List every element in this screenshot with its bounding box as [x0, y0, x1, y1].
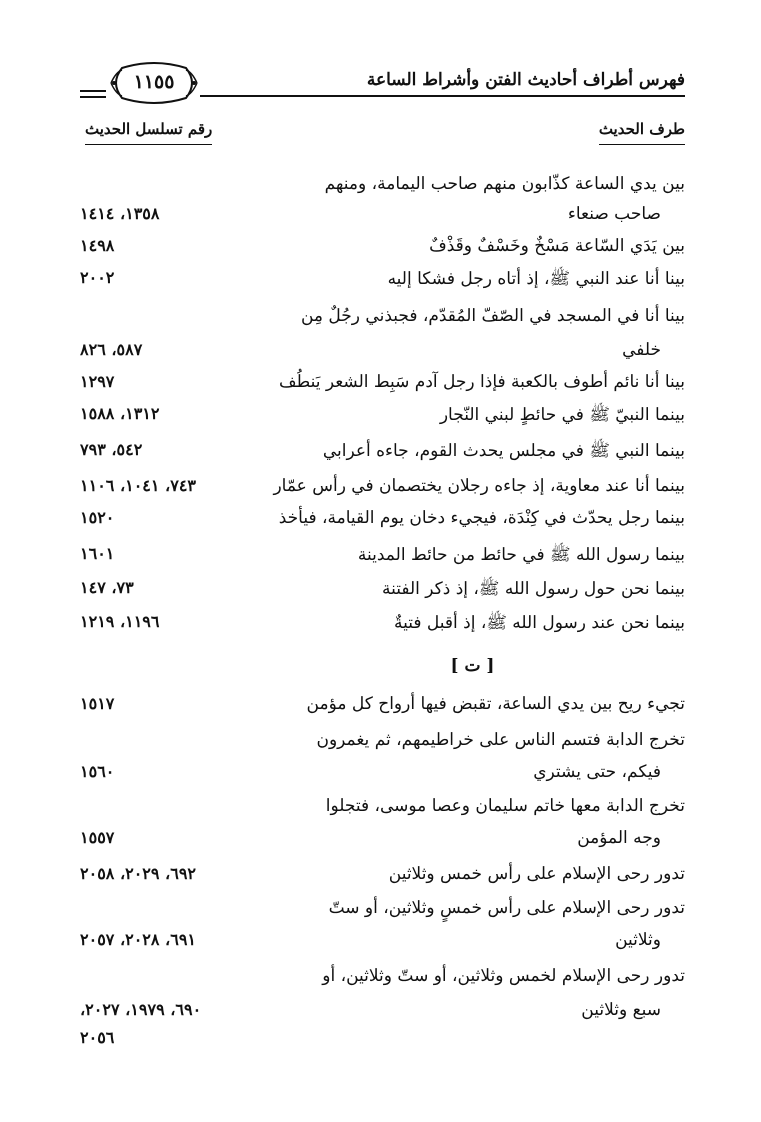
hadith-refs: ١٤٩٨	[80, 236, 115, 255]
hadith-refs: ٥٤٢، ٧٩٣	[80, 440, 143, 459]
hadith-text: بينما النبيّ ﷺ في حائطٍ لبني النّجار	[439, 405, 685, 425]
hadith-text: تخرج الدابة معها خاتم سليمان وعصا موسى، فتجلوا	[325, 796, 685, 816]
hadith-text: تدور رحى الإسلام لخمس وثلاثين، أو ستّ وثلاثين، أو	[322, 966, 685, 986]
hadith-refs: ١٥٦٠	[80, 762, 115, 781]
hadith-refs: ١١٩٦، ١٢١٩	[80, 612, 160, 631]
hadith-refs: ١٢٩٧	[80, 372, 115, 391]
hadith-text: تدور رحى الإسلام على رأس خمسٍ وثلاثين، أو ستّ	[328, 898, 685, 918]
index-line	[80, 730, 685, 760]
hadith-text: وجه المؤمن	[577, 828, 661, 848]
hadith-text: خلفي	[622, 340, 661, 360]
index-line	[80, 204, 685, 234]
section-letter-label: [ ت ]	[450, 656, 495, 676]
index-line	[80, 404, 685, 434]
index-line	[80, 612, 685, 642]
index-line	[80, 306, 685, 336]
hadith-refs: ١٥١٧	[80, 694, 115, 713]
index-line	[80, 828, 685, 858]
hadith-text: بينا أنا في المسجد في الصّفّ المُقدّم، فجبذني رجُلٌ مِن	[300, 306, 685, 326]
index-line	[80, 340, 685, 370]
hadith-text: بينما رجل يحدّث في كِنْدَة، فيجيء دخان يوم القيامة، فيأخذ	[278, 508, 685, 528]
hadith-refs: ٢٠٠٢	[80, 268, 115, 287]
hadith-text: بينا أنا عند النبي ﷺ، إذ أتاه رجل فشكا إليه	[387, 269, 685, 289]
hadith-refs: ١٣١٢، ١٥٨٨	[80, 404, 160, 423]
hadith-text: بينما نحن عند رسول الله ﷺ، إذ أقبل فتيةٌ	[394, 613, 685, 633]
index-line	[80, 762, 685, 792]
page-number: ١١٥٥	[133, 71, 175, 93]
hadith-text: فيكم، حتى يشتري	[533, 762, 661, 782]
index-line	[80, 372, 685, 402]
index-line	[80, 476, 685, 506]
hadith-refs: ١٥٢٠	[80, 508, 115, 527]
hadith-text: بين يدي الساعة كذّابون منهم صاحب اليمامة، ومنهم	[324, 174, 685, 194]
index-line	[80, 174, 685, 204]
section-letter	[80, 656, 685, 676]
hadith-refs: ٢٠٥٦	[80, 1028, 115, 1047]
index-line	[80, 1028, 685, 1058]
page-number-ornament	[108, 62, 200, 104]
hadith-text: بينما أنا عند معاوية، إذ جاءه رجلان يختصمان في رأس عمّار	[273, 476, 685, 496]
index-line	[80, 898, 685, 928]
hadith-text: وثلاثين	[615, 930, 661, 950]
index-line	[80, 966, 685, 996]
index-line	[80, 236, 685, 266]
hadith-refs: ٥٨٧، ٨٢٦	[80, 340, 143, 359]
index-line	[80, 796, 685, 826]
number-column-header: رقم تسلسل الحديث	[85, 120, 212, 145]
index-line	[80, 864, 685, 894]
hadith-text: تخرج الدابة فتسم الناس على خراطيمهم، ثم يغمرون	[316, 730, 685, 750]
index-line	[80, 694, 685, 724]
hadith-text: تجيء ريح بين يدي الساعة، تقبض فيها أرواح كل مؤمن	[306, 694, 685, 714]
index-line	[80, 268, 685, 298]
running-title: فهرس أطراف أحاديث الفتن وأشراط الساعة	[366, 70, 685, 90]
hadith-refs: ١٣٥٨، ١٤١٤	[80, 204, 160, 223]
header-rule	[200, 95, 685, 97]
hadith-text: تدور رحى الإسلام على رأس خمس وثلاثين	[388, 864, 685, 884]
hadith-column-header: طرف الحديث	[599, 120, 685, 145]
hadith-text: بينما نحن حول رسول الله ﷺ، إذ ذكر الفتنة	[382, 579, 685, 599]
hadith-text: بينا أنا نائم أطوف بالكعبة فإذا رجل آدم سَبِط الشعر يَنطُف	[279, 372, 685, 392]
hadith-refs: ٧٣، ١٤٧	[80, 578, 134, 597]
index-line	[80, 508, 685, 538]
index-line	[80, 1000, 685, 1030]
running-header	[80, 62, 685, 108]
header-rule-stub-top	[80, 90, 106, 92]
hadith-refs: ١٥٥٧	[80, 828, 115, 847]
hadith-refs: ٦٩١، ٢٠٢٨، ٢٠٥٧	[80, 930, 196, 949]
hadith-refs: ١٦٠١	[80, 544, 115, 563]
hadith-text: بينما النبي ﷺ في مجلس يحدث القوم، جاءه أعرابي	[322, 441, 685, 461]
index-line	[80, 544, 685, 574]
hadith-refs: ٧٤٣، ١٠٤١، ١١٠٦	[80, 476, 196, 495]
index-line	[80, 578, 685, 608]
index-line	[80, 440, 685, 470]
hadith-refs: ٦٩٠، ١٩٧٩، ٢٠٢٧،	[80, 1000, 202, 1019]
hadith-text: بين يَدَي السّاعة مَسْخٌ وخَسْفٌ وقَذْفٌ	[429, 236, 685, 256]
header-rule-stub-bottom	[80, 96, 106, 98]
hadith-refs: ٦٩٢، ٢٠٢٩، ٢٠٥٨	[80, 864, 196, 883]
hadith-text: سبع وثلاثين	[581, 1000, 661, 1020]
hadith-text: صاحب صنعاء	[567, 204, 661, 224]
column-headers	[80, 120, 685, 160]
index-line	[80, 930, 685, 960]
hadith-text: بينما رسول الله ﷺ في حائط من حائط المدينة	[357, 545, 685, 565]
